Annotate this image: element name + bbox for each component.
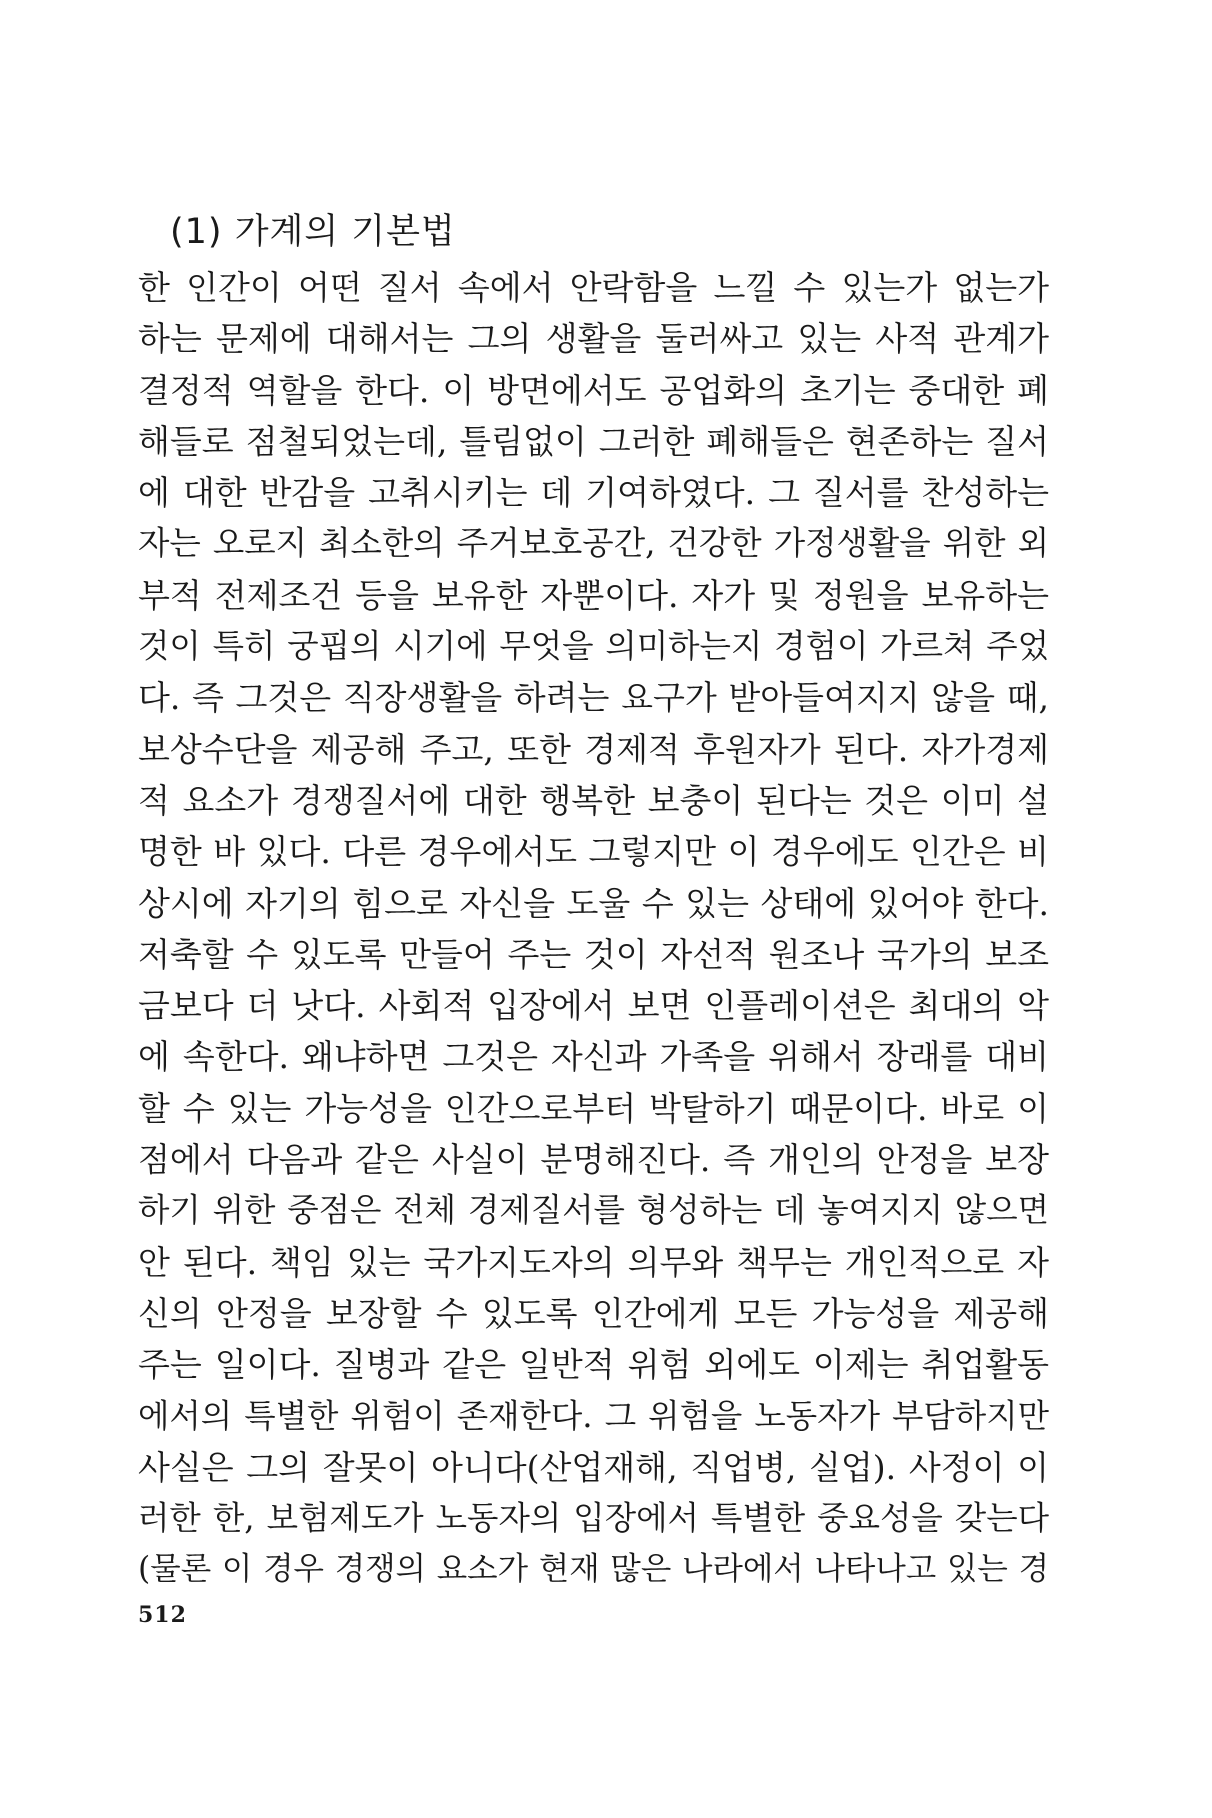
text-line: 자는 오로지 최소한의 주거보호공간, 건강한 가정생활을 위한 외 xyxy=(138,524,1049,563)
text-line: 다. 즉 그것은 직장생활을 하려는 요구가 받아들여지지 않을 때, xyxy=(138,678,1049,718)
text-line: 해들로 점철되었는데, 틀림없이 그러한 폐해들은 현존하는 질서 xyxy=(138,421,1049,461)
page-number: 512 xyxy=(138,1602,187,1628)
text-line: 신의 안정을 보장할 수 있도록 인간에게 모든 가능성을 제공해 xyxy=(138,1293,1049,1333)
text-line: 한 인간이 어떤 질서 속에서 안락함을 느낄 수 있는가 없는가 xyxy=(138,268,1049,307)
text-line: 상시에 자기의 힘으로 자신을 도울 수 있는 상태에 있어야 한다. xyxy=(138,883,1049,923)
text-line: 에서의 특별한 위험이 존재한다. 그 위험을 노동자가 부담하지만 xyxy=(138,1396,1049,1435)
text-line: 안 된다. 책임 있는 국가지도자의 의무와 책무는 개인적으로 자 xyxy=(138,1242,1049,1282)
text-line: 에 속한다. 왜냐하면 그것은 자신과 가족을 위해서 장래를 대비 xyxy=(138,1037,1049,1077)
body-paragraph xyxy=(138,262,1049,1596)
text-line: 하는 문제에 대해서는 그의 생활을 둘러싸고 있는 사적 관계가 xyxy=(138,319,1049,359)
text-line: 결정적 역할을 한다. 이 방면에서도 공업화의 초기는 중대한 폐 xyxy=(138,370,1049,410)
text-line: 것이 특히 궁핍의 시기에 무엇을 의미하는지 경험이 가르쳐 주었 xyxy=(138,627,1049,666)
text-line: (물론 이 경우 경쟁의 요소가 현재 많은 나라에서 나타나고 있는 경 xyxy=(138,1551,1049,1588)
text-line: 러한 한, 보험제도가 노동자의 입장에서 특별한 중요성을 갖는다 xyxy=(138,1499,1049,1538)
text-line: 적 요소가 경쟁질서에 대한 행복한 보충이 된다는 것은 이미 설 xyxy=(138,780,1049,820)
text-line: 사실은 그의 잘못이 아니다(산업재해, 직업병, 실업). 사정이 이 xyxy=(138,1447,1049,1487)
text-line: 명한 바 있다. 다른 경우에서도 그렇지만 이 경우에도 인간은 비 xyxy=(138,832,1049,872)
text-line: 주는 일이다. 질병과 같은 일반적 위험 외에도 이제는 취업활동 xyxy=(138,1345,1049,1385)
text-line: 하기 위한 중점은 전체 경제질서를 형성하는 데 놓여지지 않으면 xyxy=(138,1191,1049,1230)
text-line: 저축할 수 있도록 만들어 주는 것이 자선적 원조나 국가의 보조 xyxy=(138,934,1049,974)
text-line: 금보다 더 낫다. 사회적 입장에서 보면 인플레이션은 최대의 악 xyxy=(138,986,1049,1026)
text-line: 점에서 다음과 같은 사실이 분명해진다. 즉 개인의 안정을 보장 xyxy=(138,1140,1049,1180)
text-line: 보상수단을 제공해 주고, 또한 경제적 후원자가 된다. 자가경제 xyxy=(138,729,1049,769)
text-line: 부적 전제조건 등을 보유한 자뿐이다. 자가 및 정원을 보유하는 xyxy=(138,575,1049,615)
text-line: 에 대한 반감을 고취시키는 데 기여하였다. 그 질서를 찬성하는 xyxy=(138,473,1049,513)
section-heading: (1) 가계의 기본법 xyxy=(170,212,456,252)
text-line: 할 수 있는 가능성을 인간으로부터 박탈하기 때문이다. 바로 이 xyxy=(138,1088,1049,1128)
